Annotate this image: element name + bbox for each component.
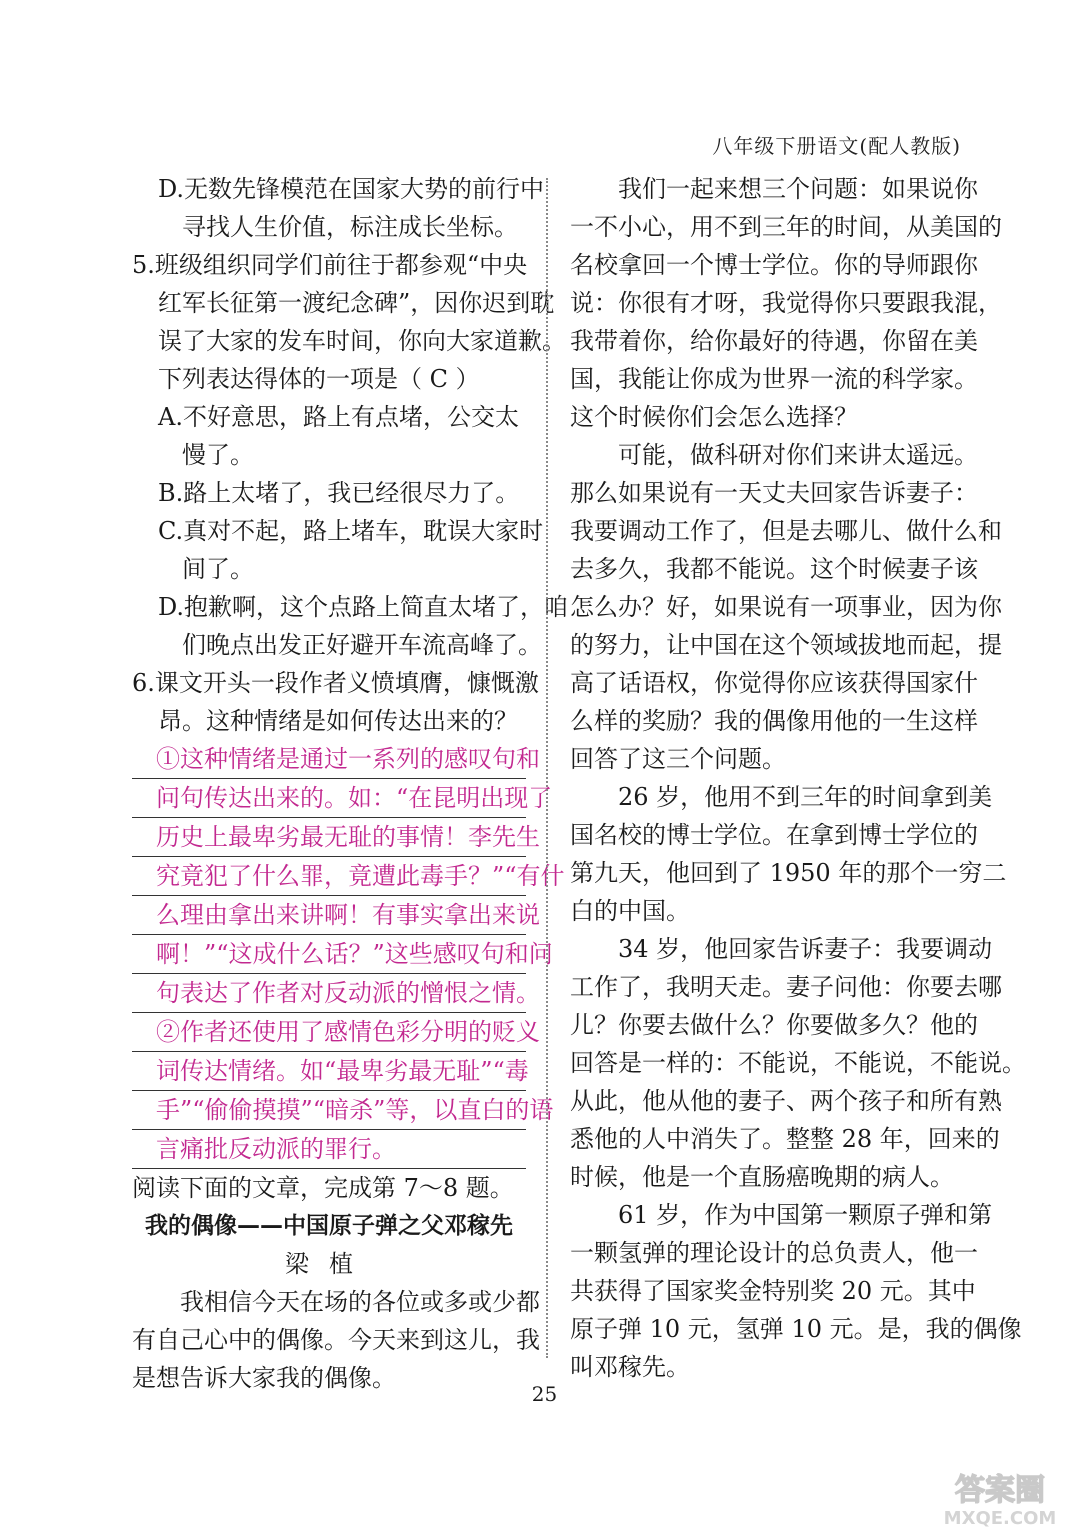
left-text-line: 间了。: [182, 555, 254, 583]
left-text-line: 5.班级组织同学们前往于都参观“中央: [132, 251, 528, 279]
right-text-line: 可能，做科研对你们来讲太遥远。: [618, 441, 978, 469]
watermark-logo: [925, 1466, 1075, 1530]
left-text-line: 词传达情绪。如“最卑劣最无耻”“毒: [132, 1052, 526, 1091]
left-text-line: C.真对不起，路上堵车，耽误大家时: [158, 517, 544, 545]
right-text-line: 原子弹 10 元，氢弹 10 元。是，我的偶像: [570, 1315, 1022, 1343]
right-text-line: 26 岁，他用不到三年的时间拿到美: [618, 783, 993, 811]
left-text-line: 么理由拿出来讲啊！有事实拿出来说: [132, 896, 526, 935]
left-text-line: 寻找人生价值，标注成长坐标。: [182, 213, 518, 241]
watermark-text-main: 答案圈: [955, 1473, 1045, 1508]
right-text-line: 61 岁，作为中国第一颗原子弹和第: [618, 1201, 993, 1229]
right-text-line: 我们一起来想三个问题：如果说你: [618, 175, 978, 203]
right-text-line: 去多久，我都不能说。这个时候妻子该: [570, 555, 978, 583]
right-text-line: 共获得了国家奖金特别奖 20 元。其中: [570, 1277, 976, 1305]
right-text-line: 34 岁，他回家告诉妻子：我要调动: [618, 935, 993, 963]
left-text-line: 下列表达得体的一项是（ C ）: [158, 365, 480, 393]
column-divider: [546, 178, 548, 1358]
left-text-line: 红军长征第一渡纪念碑”，因你迟到耽: [158, 289, 555, 317]
right-text-line: 一颗氢弹的理论设计的总负责人，他一: [570, 1239, 978, 1267]
right-text-line: 回答了这三个问题。: [570, 745, 786, 773]
left-text-line: B.路上太堵了，我已经很尽力了。: [158, 479, 520, 507]
left-text-line: 言痛批反动派的罪行。: [132, 1130, 526, 1169]
right-text-line: 怎么办？好，如果说有一项事业，因为你: [570, 593, 1002, 621]
left-text-line: 梁植: [285, 1250, 373, 1278]
left-text-line: 昂。这种情绪是如何传达出来的？: [158, 707, 518, 735]
left-text-line: 究竟犯了什么罪，竟遭此毒手？”“有什: [132, 857, 526, 896]
left-text-line: 啊！”“这成什么话？”这些感叹句和问: [132, 935, 526, 974]
left-text-line: D.无数先锋模范在国家大势的前行中: [158, 175, 545, 203]
right-text-line: 高了话语权，你觉得你应该获得国家什: [570, 669, 978, 697]
left-text-line: A.不好意思，路上有点堵，公交太: [158, 403, 519, 431]
right-text-line: 名校拿回一个博士学位。你的导师跟你: [570, 251, 978, 279]
left-text-line: 有自己心中的偶像。今天来到这儿，我: [132, 1326, 540, 1354]
left-text-line: 们晚点出发正好避开车流高峰了。: [182, 631, 542, 659]
right-text-line: 悉他的人中消失了。整整 28 年，回来的: [570, 1125, 1000, 1153]
left-text-line: ②作者还使用了感情色彩分明的贬义: [132, 1013, 526, 1052]
right-text-line: 那么如果说有一天丈夫回家告诉妻子：: [570, 479, 978, 507]
right-text-line: 儿？你要去做什么？你要做多久？他的: [570, 1011, 978, 1039]
right-text-line: 一不小心，用不到三年的时间，从美国的: [570, 213, 1002, 241]
right-text-line: 说：你很有才呀，我觉得你只要跟我混，: [570, 289, 1002, 317]
left-text-line: 手”“偷偷摸摸”“暗杀”等，以直白的语: [132, 1091, 526, 1130]
right-text-line: 的努力，让中国在这个领域拔地而起，提: [570, 631, 1002, 659]
left-text-line: 历史上最卑劣最无耻的事情！李先生: [132, 818, 526, 857]
right-text-line: 白的中国。: [570, 897, 690, 925]
left-text-line: 我相信今天在场的各位或多或少都: [180, 1288, 540, 1316]
right-text-line: 我带着你，给你最好的待遇，你留在美: [570, 327, 978, 355]
left-text-line: 句表达了作者对反动派的憎恨之情。: [132, 974, 526, 1013]
right-text-line: 工作了，我明天走。妻子问他：你要去哪: [570, 973, 1002, 1001]
right-text-line: 时候，他是一个直肠癌晚期的病人。: [570, 1163, 954, 1191]
left-text-line: 慢了。: [182, 441, 254, 469]
running-header: 八年级下册语文(配人教版): [712, 134, 961, 158]
right-text-line: 叫邓稼先。: [570, 1353, 690, 1381]
right-column: [570, 170, 1026, 1386]
left-text-line: D.抱歉啊，这个点路上简直太堵了，咱: [158, 593, 569, 621]
left-text-line: 我的偶像——中国原子弹之父邓稼先: [145, 1213, 513, 1239]
right-text-line: 么样的奖励？我的偶像用他的一生这样: [570, 707, 978, 735]
right-text-line: 国，我能让你成为世界一流的科学家。: [570, 365, 978, 393]
left-text-line: 阅读下面的文章，完成第 7～8 题。: [132, 1174, 514, 1202]
right-text-line: 第九天，他回到了 1950 年的那个一穷二: [570, 859, 1007, 887]
left-text-line: 6.课文开头一段作者义愤填膺，慷慨激: [132, 669, 539, 697]
right-text-line: 这个时候你们会怎么选择？: [570, 403, 858, 431]
watermark-text-url: MXQE.COM: [943, 1508, 1057, 1529]
right-text-line: 从此，他从他的妻子、两个孩子和所有熟: [570, 1087, 1002, 1115]
right-text-line: 我要调动工作了，但是去哪儿、做什么和: [570, 517, 1002, 545]
left-text-line: ①这种情绪是通过一系列的感叹句和: [132, 740, 526, 779]
page-number: 25: [531, 1382, 558, 1406]
left-text-line: 问句传达出来的。如：“在昆明出现了: [132, 779, 526, 818]
right-text-line: 国名校的博士学位。在拿到博士学位的: [570, 821, 978, 849]
left-text-line: 误了大家的发车时间，你向大家道歉。: [158, 327, 566, 355]
left-text-line: 是想告诉大家我的偶像。: [132, 1364, 396, 1392]
right-text-line: 回答是一样的：不能说，不能说，不能说。: [570, 1049, 1026, 1077]
